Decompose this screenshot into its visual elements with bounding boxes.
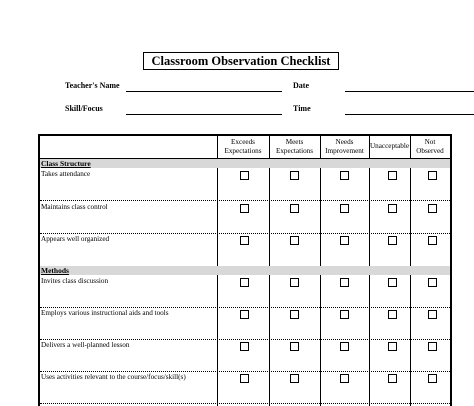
column-header-line: Needs: [335, 138, 354, 146]
rating-checkbox[interactable]: [428, 171, 437, 180]
rating-checkbox[interactable]: [240, 310, 249, 319]
rating-checkbox[interactable]: [428, 236, 437, 245]
rating-checkbox[interactable]: [290, 310, 299, 319]
checklist-item-label: Uses activities relevant to the course/focus/skill(s): [41, 373, 186, 381]
section-header: [40, 266, 450, 275]
row-divider: [40, 371, 450, 372]
column-header: [217, 138, 269, 158]
page-title: Classroom Observation Checklist: [143, 52, 339, 70]
rating-checkbox[interactable]: [240, 342, 249, 351]
row-divider: [40, 403, 450, 404]
row-divider: [40, 307, 450, 308]
column-header-line: Improvement: [325, 146, 364, 155]
rating-checkbox[interactable]: [290, 236, 299, 245]
rating-checkbox[interactable]: [290, 374, 299, 383]
rating-checkbox[interactable]: [240, 204, 249, 213]
rating-checkbox[interactable]: [388, 342, 397, 351]
checklist-item-label: Delivers a well-planned lesson: [41, 341, 130, 349]
rating-checkbox[interactable]: [240, 236, 249, 245]
rating-checkbox[interactable]: [290, 278, 299, 287]
rating-checkbox[interactable]: [388, 310, 397, 319]
column-header-line: Exceeds: [231, 138, 255, 146]
time-label: Time: [293, 104, 311, 113]
column-header: [410, 138, 450, 158]
section-title: Class Structure: [41, 159, 91, 168]
column-header: [320, 138, 369, 158]
date-label: Date: [293, 81, 309, 90]
row-divider: [40, 339, 450, 340]
row-divider: [40, 200, 450, 201]
rating-checkbox[interactable]: [388, 171, 397, 180]
skill-focus-field[interactable]: [126, 114, 282, 115]
section-header: [40, 159, 450, 168]
checklist-item-label: Takes attendance: [41, 170, 91, 178]
rating-checkbox[interactable]: [388, 278, 397, 287]
date-field[interactable]: [345, 91, 474, 92]
rating-checkbox[interactable]: [340, 171, 349, 180]
checklist-item-label: Appears well organized: [41, 235, 110, 243]
rating-checkbox[interactable]: [428, 204, 437, 213]
time-field[interactable]: [345, 114, 474, 115]
rating-checkbox[interactable]: [290, 171, 299, 180]
rating-checkbox[interactable]: [240, 171, 249, 180]
skill-focus-label: Skill/Focus: [65, 104, 103, 113]
rating-checkbox[interactable]: [240, 278, 249, 287]
rating-checkbox[interactable]: [388, 236, 397, 245]
rating-checkbox[interactable]: [340, 278, 349, 287]
rating-checkbox[interactable]: [428, 278, 437, 287]
checklist-item-label: Invites class discussion: [41, 277, 109, 285]
rating-checkbox[interactable]: [290, 342, 299, 351]
checklist-item-label: Employs various instructional aids and tools: [41, 309, 169, 317]
rating-checkbox[interactable]: [388, 374, 397, 383]
rating-checkbox[interactable]: [340, 374, 349, 383]
teacher-name-field[interactable]: [126, 91, 282, 92]
rating-checkbox[interactable]: [290, 204, 299, 213]
section-title: Methods: [41, 266, 69, 275]
checklist-table: [38, 134, 452, 406]
column-header: [269, 138, 320, 158]
column-header-line: Observed: [416, 146, 444, 155]
rating-checkbox[interactable]: [428, 374, 437, 383]
rating-checkbox[interactable]: [340, 236, 349, 245]
rating-checkbox[interactable]: [340, 342, 349, 351]
row-divider: [40, 233, 450, 234]
column-header-line: Expectations: [224, 146, 262, 155]
checklist-item-label: Maintains class control: [41, 203, 108, 211]
rating-checkbox[interactable]: [388, 204, 397, 213]
rating-checkbox[interactable]: [340, 204, 349, 213]
column-header-line: Not: [424, 138, 436, 146]
rating-checkbox[interactable]: [428, 310, 437, 319]
teacher-name-label: Teacher's Name: [65, 81, 120, 90]
column-header-line: Expectations: [275, 146, 314, 155]
column-header-line: Unacceptable: [369, 142, 410, 150]
rating-checkbox[interactable]: [340, 310, 349, 319]
rating-checkbox[interactable]: [240, 374, 249, 383]
rating-checkbox[interactable]: [428, 342, 437, 351]
column-header-line: Meets: [285, 138, 304, 146]
